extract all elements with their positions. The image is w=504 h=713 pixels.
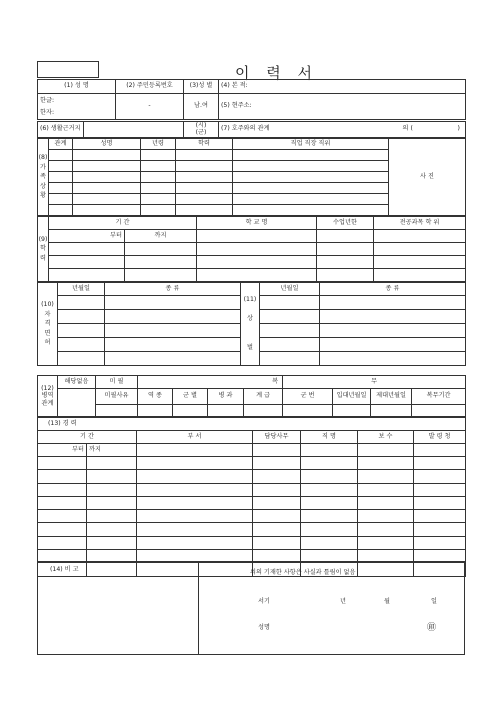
career-row[interactable]	[38, 457, 87, 470]
si-label: (시)	[195, 122, 207, 129]
rrn-field[interactable]: -	[116, 94, 184, 120]
remarks-box[interactable]	[37, 561, 199, 655]
education-school-header: 학 교 명	[197, 217, 317, 230]
sex-field[interactable]: 남.여	[184, 94, 219, 120]
military-row[interactable]	[96, 405, 138, 417]
license-type-header: 종 류	[105, 283, 241, 296]
domicile-label: (4) 본 적:	[219, 80, 466, 94]
sex-label: (3)성 별	[184, 80, 219, 94]
head-relation-close: )	[457, 125, 460, 133]
family-row[interactable]	[49, 172, 73, 183]
license-row[interactable]	[58, 338, 105, 352]
family-section-label: (8) 가 족 상 황	[38, 139, 49, 216]
military-unfulfilled-header: 미 필	[96, 376, 138, 389]
career-department-header: 부 서	[137, 431, 253, 444]
family-education-header: 학력	[176, 139, 233, 150]
license-row[interactable]	[58, 296, 105, 310]
military-branch-header: 군 별	[173, 389, 208, 405]
license-date-header: 년월일	[58, 283, 105, 296]
page-title: 이 력 서	[235, 64, 319, 82]
head-relation-label: (7) 호주와의 관계	[221, 125, 270, 133]
sign-label: 성명	[258, 624, 270, 631]
career-row[interactable]	[38, 496, 87, 509]
career-duty-header: 담당사무	[253, 431, 301, 444]
career-to-label: 까지	[87, 444, 137, 457]
education-section-label: (9) 학 력	[38, 217, 49, 282]
award-section-label: (11) 상 벌	[241, 283, 260, 366]
hanja-label: 한자:	[40, 108, 55, 116]
remarks-label: (14) 비 고	[50, 566, 79, 573]
military-section-label: (12) 병역 관계	[38, 376, 58, 417]
award-row[interactable]	[260, 310, 320, 324]
name-label: (1) 성 명	[38, 80, 116, 94]
education-row[interactable]	[49, 243, 125, 256]
career-section-label: (13) 경 력	[38, 418, 466, 431]
military-service-header-right: 무	[283, 376, 466, 389]
family-relation-header: 관계	[49, 139, 73, 150]
address-field[interactable]: (5) 현주소:	[219, 94, 466, 120]
education-years-header: 수업년한	[317, 217, 374, 230]
hangul-label: 한글:	[40, 96, 55, 104]
military-not-applicable-header: 해당없음	[58, 376, 96, 389]
living-base-table	[37, 121, 466, 138]
award-type-header: 종 류	[320, 283, 466, 296]
award-row[interactable]	[260, 296, 320, 310]
education-table	[37, 216, 466, 282]
military-serial-header: 군 번	[283, 389, 333, 405]
military-enlist-date-header: 입대년월일	[333, 389, 371, 405]
living-base-field[interactable]	[84, 122, 184, 138]
name-field[interactable]	[38, 94, 116, 120]
career-table	[37, 417, 466, 577]
career-row[interactable]	[38, 483, 87, 496]
seal-mark: ㊞	[427, 623, 437, 633]
military-service-period-header: 복무기간	[412, 389, 466, 405]
license-section-label: (10) 자 격 면 허	[38, 283, 58, 366]
family-row[interactable]	[49, 194, 73, 205]
date-prefix: 서기	[258, 598, 270, 605]
license-award-table	[37, 282, 466, 366]
career-salary-header: 보 수	[358, 431, 414, 444]
career-from-label: 부터	[38, 444, 87, 457]
education-major-header: 전공과목 학 위	[374, 217, 466, 230]
head-relation-of: 의 (	[402, 125, 413, 133]
family-table	[37, 138, 466, 216]
basic-info-table	[37, 79, 466, 120]
declaration-statement: 위의 기재한 사항은 사실과 틀림이 없음	[250, 569, 356, 576]
education-period-header: 기 간	[49, 217, 197, 230]
license-row[interactable]	[58, 310, 105, 324]
family-row[interactable]	[49, 150, 73, 161]
military-table	[37, 375, 466, 417]
education-to-label: 까지	[125, 230, 197, 243]
date-day-label: 일	[431, 598, 437, 605]
career-period-header: 기 간	[38, 431, 137, 444]
military-unfulfilled-reason-header: 미필사유	[96, 389, 138, 405]
award-date-header: 년월일	[260, 283, 320, 296]
photo-id-box	[37, 61, 99, 78]
date-month-label: 월	[384, 598, 390, 605]
rrn-label: (2) 주민등록번호	[116, 80, 184, 94]
living-base-label: (6) 생활근거지	[38, 122, 84, 138]
license-row[interactable]	[58, 324, 105, 338]
career-row[interactable]	[38, 510, 87, 523]
si-gun-label	[184, 122, 219, 138]
career-row[interactable]	[38, 470, 87, 483]
gun-label: (군)	[195, 128, 207, 136]
license-row[interactable]	[58, 352, 105, 366]
award-row[interactable]	[260, 324, 320, 338]
head-relation-field[interactable]	[219, 122, 466, 138]
military-type-header: 역 종	[138, 389, 173, 405]
military-arm-header: 병 과	[208, 389, 244, 405]
family-row[interactable]	[49, 205, 73, 216]
date-year-label: 년	[340, 598, 346, 605]
family-age-header: 년령	[141, 139, 176, 150]
career-issuer-header: 발 령 청	[414, 431, 466, 444]
career-title-header: 직 명	[301, 431, 358, 444]
family-job-header: 직업 직장 직위	[233, 139, 389, 150]
family-name-header: 성명	[73, 139, 141, 150]
award-row[interactable]	[260, 352, 320, 366]
career-row[interactable]	[38, 536, 87, 549]
award-row[interactable]	[260, 338, 320, 352]
education-row[interactable]	[49, 256, 125, 269]
family-row[interactable]	[49, 183, 73, 194]
military-rank-header: 계 급	[244, 389, 283, 405]
photo-area: 사 진	[389, 139, 466, 216]
family-row[interactable]	[49, 161, 73, 172]
military-discharge-date-header: 제대년월일	[371, 389, 412, 405]
military-service-header-left: 복	[138, 376, 283, 389]
education-row[interactable]	[49, 269, 125, 282]
career-row[interactable]	[38, 523, 87, 536]
education-from-label: 부터	[49, 230, 125, 243]
military-not-applicable-field[interactable]	[58, 389, 96, 417]
